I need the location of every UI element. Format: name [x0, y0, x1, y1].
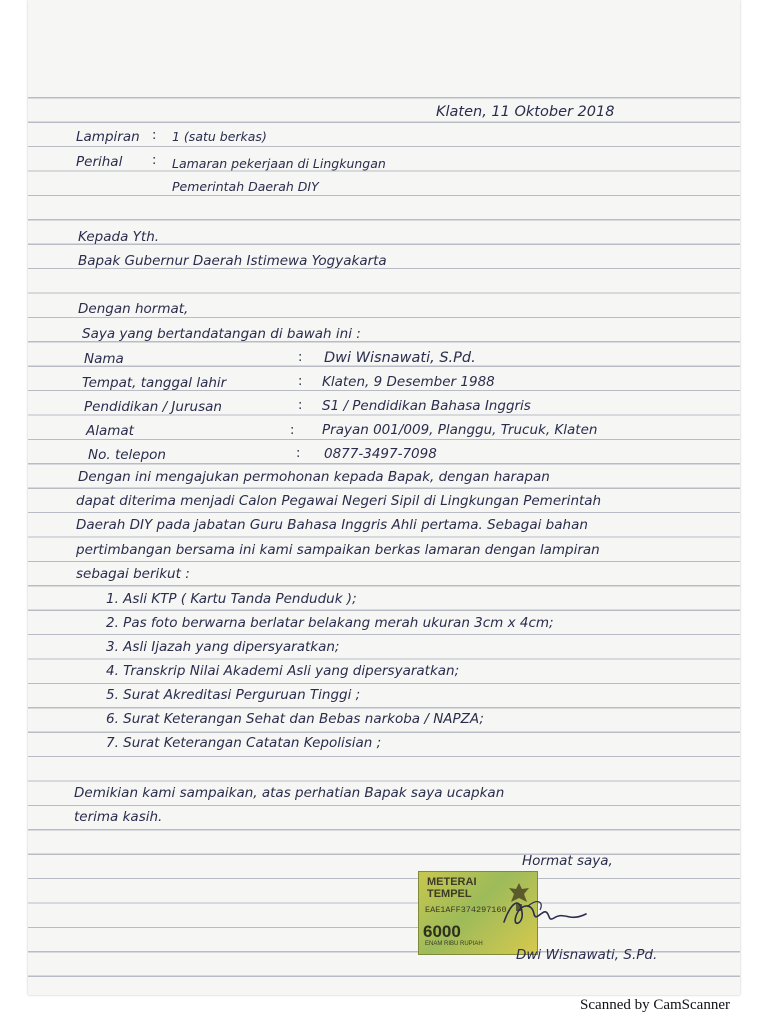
regards: Hormat saya, — [522, 853, 613, 869]
colon: : — [152, 153, 157, 168]
body-line-3: Daerah DIY pada jabatan Guru Bahasa Inggris Ahli pertama. Sebagai bahan — [76, 517, 588, 533]
list-item: 7. Surat Keterangan Catatan Kepolisian ; — [106, 735, 382, 751]
place-date: Klaten, 11 Oktober 2018 — [436, 104, 615, 120]
perihal-line-1: Lamaran pekerjaan di Lingkungan — [172, 156, 386, 171]
list-item: 5. Surat Akreditasi Perguruan Tinggi ; — [106, 687, 361, 703]
identity-value-alamat: Prayan 001/009, Planggu, Trucuk, Klaten — [322, 422, 598, 438]
identity-label-ttl: Tempat, tanggal lahir — [82, 375, 227, 391]
identity-value-telepon: 0877-3497-7098 — [324, 446, 437, 462]
lampiran-value: 1 (satu berkas) — [172, 129, 267, 144]
colon: : — [298, 398, 303, 413]
addressee: Bapak Gubernur Daerah Istimewa Yogyakarta — [78, 253, 387, 269]
identity-value-pendidikan: S1 / Pendidikan Bahasa Inggris — [322, 398, 531, 414]
intro-line: Saya yang bertandatangan di bawah ini : — [82, 326, 361, 342]
perihal-label: Perihal — [76, 154, 123, 170]
closing-line-1: Demikian kami sampaikan, atas perhatian Bapak saya ucapkan — [74, 785, 505, 801]
identity-label-alamat: Alamat — [86, 423, 134, 439]
list-item: 1. Asli KTP ( Kartu Tanda Penduduk ); — [106, 591, 357, 607]
lampiran-label: Lampiran — [76, 129, 140, 145]
colon: : — [290, 423, 295, 438]
stamp-title-line-2: TEMPEL — [427, 888, 472, 900]
identity-label-pendidikan: Pendidikan / Jurusan — [84, 399, 222, 415]
salutation: Dengan hormat, — [78, 301, 189, 317]
paper-top-margin — [28, 0, 740, 68]
identity-value-nama: Dwi Wisnawati, S.Pd. — [324, 350, 476, 366]
stamp-value: 6000 — [423, 922, 461, 941]
colon: : — [152, 128, 157, 143]
stamp-title — [427, 876, 477, 900]
list-item: 3. Asli Ijazah yang dipersyaratkan; — [106, 639, 340, 655]
signature — [498, 892, 588, 938]
identity-label-nama: Nama — [84, 351, 124, 367]
closing-line-2: terima kasih. — [74, 809, 163, 825]
body-line-1: Dengan ini mengajukan permohonan kepada Bapak, dengan harapan — [78, 469, 550, 485]
stamp-title-line-1: METERAI — [427, 876, 477, 888]
list-item: 2. Pas foto berwarna berlatar belakang merah ukuran 3cm x 4cm; — [106, 615, 554, 631]
identity-value-ttl: Klaten, 9 Desember 1988 — [322, 374, 495, 390]
colon: : — [298, 350, 303, 365]
signer-name: Dwi Wisnawati, S.Pd. — [516, 947, 658, 963]
body-line-2: dapat diterima menjadi Calon Pegawai Negeri Sipil di Lingkungan Pemerintah — [76, 493, 602, 509]
scanner-footer: Scanned by CamScanner — [580, 997, 730, 1013]
kepada-yth: Kepada Yth. — [78, 229, 160, 245]
perihal-line-2: Pemerintah Daerah DIY — [172, 179, 319, 194]
list-item: 4. Transkrip Nilai Akademi Asli yang dipersyaratkan; — [106, 663, 460, 679]
body-line-4: pertimbangan bersama ini kami sampaikan berkas lamaran dengan lampiran — [76, 542, 600, 558]
colon: : — [296, 446, 301, 461]
colon: : — [298, 374, 303, 389]
body-line-5: sebagai berikut : — [76, 566, 190, 582]
stamp-code: EAE1AFF374297160 — [425, 905, 507, 915]
stamp-value-words: ENAM RIBU RUPIAH — [425, 941, 483, 947]
list-item: 6. Surat Keterangan Sehat dan Bebas narkoba / NAPZA; — [106, 711, 484, 727]
identity-label-telepon: No. telepon — [88, 447, 166, 463]
